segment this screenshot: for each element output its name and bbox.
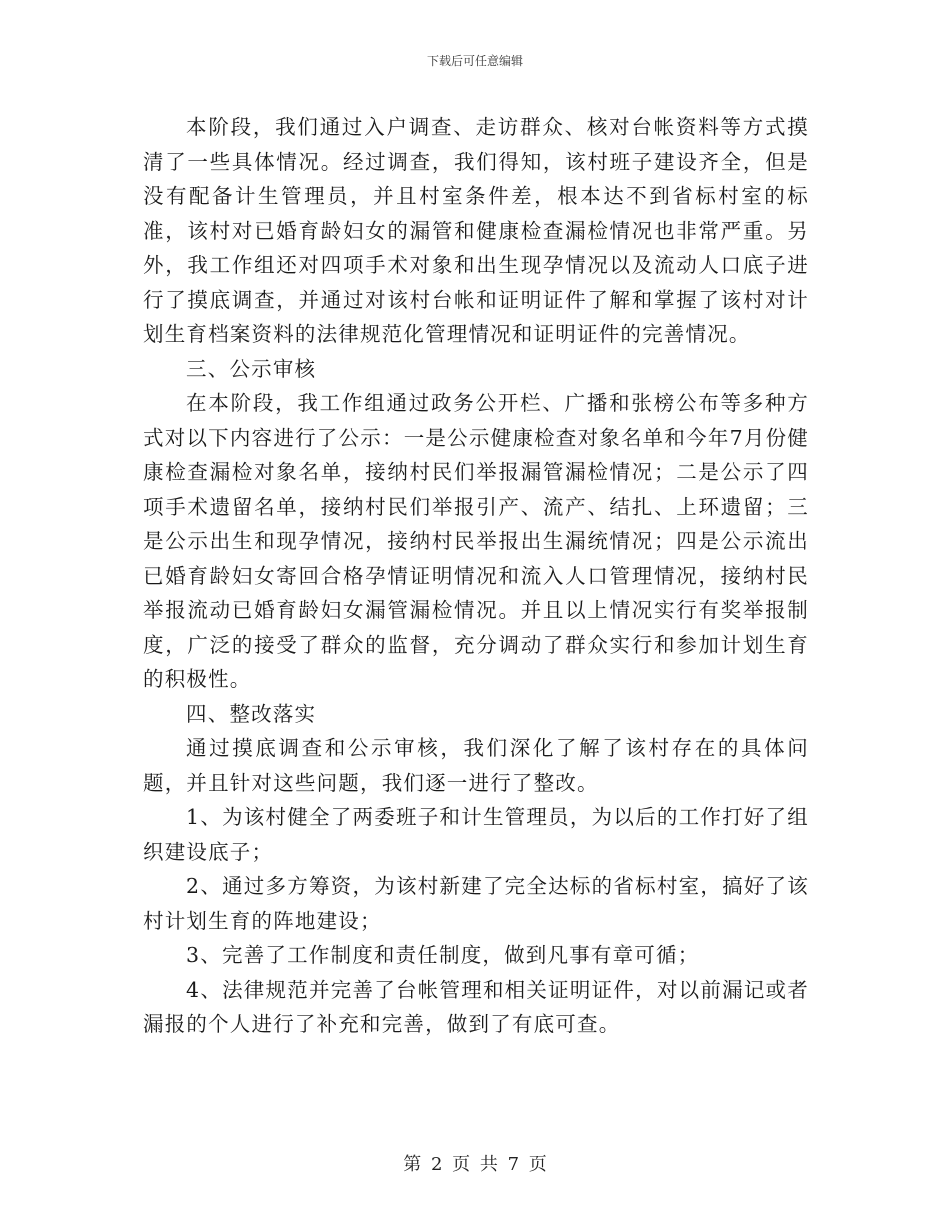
paragraph-stage-survey: 本阶段，我们通过入户调查、走访群众、核对台帐资料等方式摸清了一些具体情况。经过调查，我们得知，该村班子建设齐全，但是没有配备计生管理员，并且村室条件差，根本达不到省标村室的标准，该村对已婚育龄妇女的漏管和健康检查漏检情况也非常严重。另外，我工作组还对四项手术对象和出生现孕情况以及流动人口底子进行了摸底调查，并通过对该村台帐和证明证件了解和掌握了该村对计划生育档案资料的法律规范化管理情况和证明证件的完善情况。 [143,115,809,346]
section-heading-publicity-review: 三、公示审核 [186,356,317,381]
document-body [143,110,809,1042]
page-header: 下载后可任意编辑 [426,54,523,68]
list-item-4: 4、法律规范并完善了台帐管理和相关证明证件，对以前漏记或者漏报的个人进行了补充和完善，做到了有底可查。 [143,977,809,1036]
section-heading-rectification: 四、整改落实 [186,701,317,726]
paragraph-publicity-review: 在本阶段，我工作组通过政务公开栏、广播和张榜公布等多种方式对以下内容进行了公示：一是公示健康检查对象名单和今年7月份健康检查漏检对象名单，接纳村民们举报漏管漏检情况；二是公示了四项手术遗留名单，接纳村民们举报引产、流产、结扎、上环遗留；三是公示出生和现孕情况，接纳村民举报出生漏统情况；四是公示流出已婚育龄妇女寄回合格孕情证明情况和流入人口管理情况，接纳村民举报流动已婚育龄妇女漏管漏检情况。并且以上情况实行有奖举报制度，广泛的接受了群众的监督，充分调动了群众实行和参加计划生育的积极性。 [143,391,809,691]
list-item-1: 1、为该村健全了两委班子和计生管理员，为以后的工作打好了组织建设底子； [143,805,809,864]
list-item-3: 3、完善了工作制度和责任制度，做到凡事有章可循； [186,943,700,967]
page-number: 第 2 页 共 7 页 [403,1154,547,1175]
list-item-2: 2、通过多方筹资，为该村新建了完全达标的省标村室，搞好了该村计划生育的阵地建设； [143,874,809,933]
paragraph-rectification-intro: 通过摸底调查和公示审核，我们深化了解了该村存在的具体问题，并且针对这些问题，我们逐一进行了整改。 [143,736,809,795]
